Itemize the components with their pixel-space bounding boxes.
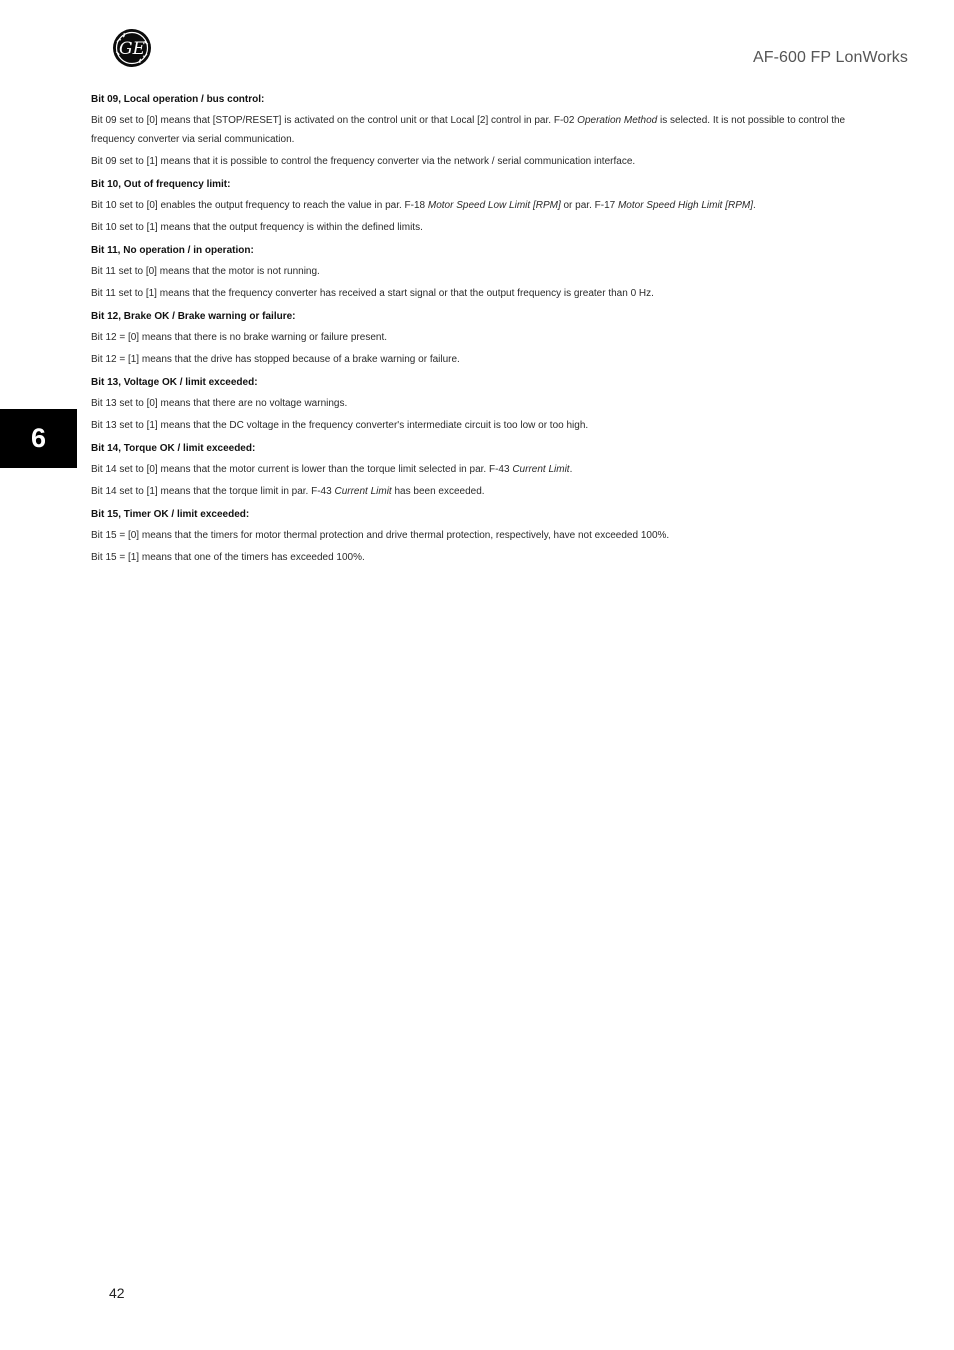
paragraph (91, 196, 861, 215)
text-run: Bit 13 set to [0] means that there are no voltage warnings. (91, 398, 348, 409)
paragraph (91, 416, 861, 435)
parameter-name: Motor Speed High Limit [RPM] (617, 200, 754, 211)
text-run: Bit 15 = [1] means that one of the timers has exceeded 100%. (91, 552, 365, 563)
paragraph (91, 460, 861, 479)
paragraph (91, 482, 861, 501)
document-body (91, 92, 861, 573)
section-heading: Bit 09, Local operation / bus control: (91, 94, 265, 105)
text-run: Bit 14 set to [1] means that the torque limit in par. F-43 (91, 486, 335, 497)
paragraph (91, 394, 861, 413)
text-run: Bit 10 set to [0] enables the output frequency to reach the value in par. F-18 (91, 200, 428, 211)
page-number: 42 (109, 1285, 125, 1301)
parameter-name: Operation Method (577, 115, 658, 126)
section-bit-10 (91, 177, 861, 237)
text-run: Bit 09 set to [1] means that it is possible to control the frequency converter via the network / serial communication interface. (91, 156, 636, 167)
section-heading: Bit 11, No operation / in operation: (91, 245, 254, 256)
text-run: Bit 12 = [0] means that there is no brake warning or failure present. (91, 332, 387, 343)
svg-text:GE: GE (119, 39, 145, 59)
text-run: Bit 11 set to [0] means that the motor is not running. (91, 266, 320, 277)
paragraph (91, 218, 861, 237)
section-heading: Bit 10, Out of frequency limit: (91, 179, 231, 190)
text-run: or par. F-17 (560, 200, 618, 211)
paragraph (91, 111, 861, 149)
parameter-name: Current Limit (334, 486, 392, 497)
text-run: Bit 15 = [0] means that the timers for motor thermal protection and drive thermal protection, respectively, have not exceeded 100%. (91, 530, 670, 541)
section-bit-14 (91, 441, 861, 501)
paragraph (91, 152, 861, 171)
section-heading: Bit 13, Voltage OK / limit exceeded: (91, 377, 258, 388)
chapter-tab: 6 (0, 409, 77, 468)
section-heading: Bit 12, Brake OK / Brake warning or failure: (91, 311, 296, 322)
text-run: Bit 11 set to [1] means that the frequency converter has received a start signal or that the output frequency is greater than 0 Hz. (91, 288, 654, 299)
section-bit-11 (91, 243, 861, 303)
paragraph (91, 350, 861, 369)
parameter-name: Current Limit (512, 464, 570, 475)
text-run: has been exceeded. (391, 486, 485, 497)
section-bit-12 (91, 309, 861, 369)
section-heading: Bit 15, Timer OK / limit exceeded: (91, 509, 250, 520)
text-run: . (753, 200, 756, 211)
text-run: Bit 09 set to [0] means that [STOP/RESET] is activated on the control unit or that Local [2] control in par. F-02 (91, 115, 578, 126)
text-run: Bit 10 set to [1] means that the output frequency is within the defined limits. (91, 222, 423, 233)
text-run: is selected. It is not possible to control the frequency converter via serial communication. (91, 115, 846, 145)
parameter-name: Motor Speed Low Limit [RPM] (427, 200, 561, 211)
paragraph (91, 262, 861, 281)
paragraph (91, 548, 861, 567)
ge-monogram-icon (112, 28, 152, 68)
text-run: . (569, 464, 573, 475)
paragraph (91, 328, 861, 347)
section-heading: Bit 14, Torque OK / limit exceeded: (91, 443, 256, 454)
document-title: AF-600 FP LonWorks (752, 49, 908, 66)
text-run: Bit 12 = [1] means that the drive has stopped because of a brake warning or failure. (91, 354, 460, 365)
section-bit-09 (91, 92, 861, 171)
text-run: Bit 14 set to [0] means that the motor current is lower than the torque limit selected in par. F-43 (91, 464, 513, 475)
paragraph (91, 284, 861, 303)
text-run: Bit 13 set to [1] means that the DC voltage in the frequency converter's intermediate circuit is too low or too high. (91, 420, 589, 431)
section-bit-15 (91, 507, 861, 567)
paragraph (91, 526, 861, 545)
section-bit-13 (91, 375, 861, 435)
